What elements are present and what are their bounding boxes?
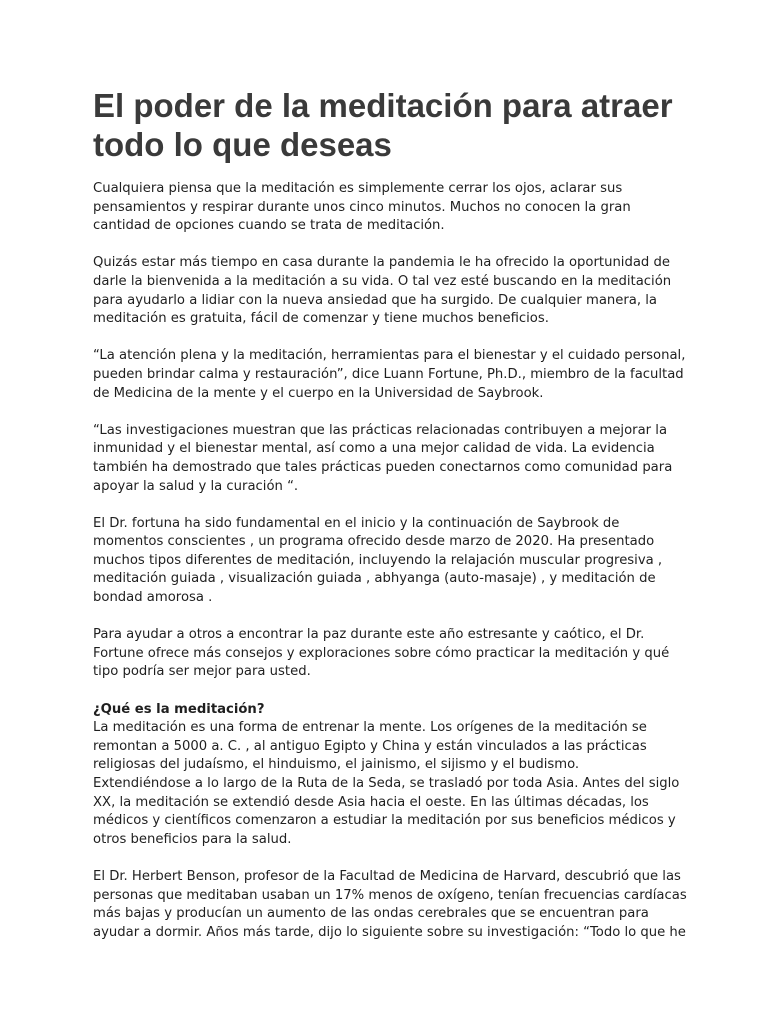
text-line: meditación guiada , visualización guiada , abhyanga (auto-masaje) , y meditación de — [93, 571, 656, 587]
text-line: pensamientos y respirar durante unos cinco minutos. Muchos no conocen la gran — [93, 199, 631, 215]
text-line: ayudar a dormir. Años más tarde, dijo lo siguiente sobre su investigación: “Todo lo que he — [93, 924, 686, 940]
text-line: remontan a 5000 a. C. , al antiguo Egipto y China y están vinculados a las prácticas — [93, 738, 647, 754]
text-line: más bajas y producían un aumento de las ondas cerebrales que se encuentran para — [93, 906, 649, 922]
text-line: inmunidad y el bienestar mental, así como a una mejor calidad de vida. La evidencia — [93, 441, 655, 457]
text-line: El Dr. fortuna ha sido fundamental en el inicio y la continuación de Saybrook de — [93, 515, 620, 531]
title-line: atraer todo lo que deseas — [93, 87, 673, 163]
text-line: médicos y científicos comenzaron a estudiar la meditación por sus beneficios médicos y — [93, 813, 676, 829]
text-line: personas que meditaban usaban un 17% menos de oxígeno, tenían frecuencias cardíacas — [93, 887, 687, 903]
text-line: también ha demostrado que tales prácticas pueden conectarnos como comunidad para — [93, 459, 673, 475]
text-line: meditación es gratuita, fácil de comenzar y tiene muchos beneficios. — [93, 311, 549, 327]
paragraph-benson — [93, 868, 687, 942]
text-line: Cualquiera piensa que la meditación es simplemente cerrar los ojos, aclarar sus — [93, 181, 623, 196]
text-line: Fortune ofrece más consejos y exploraciones sobre cómo practicar la meditación y qué — [93, 645, 670, 661]
paragraph-intro — [93, 180, 683, 236]
paragraph-quote-research — [93, 422, 683, 496]
text-line: XX, la meditación se extendió desde Asia hacia el oeste. En las últimas décadas, los — [93, 794, 649, 810]
text-line: de Medicina de la mente y el cuerpo en la Universidad de Saybrook. — [93, 385, 544, 401]
text-line: La meditación es una forma de entrenar la mente. Los orígenes de la meditación se — [93, 720, 647, 736]
page-title — [93, 86, 713, 164]
text-line: El Dr. Herbert Benson, profesor de la Facultad de Medicina de Harvard, descubrió que las — [93, 868, 681, 884]
section-what-is-meditation — [93, 701, 683, 850]
text-line: “Las investigaciones muestran que las prácticas relacionadas contribuyen a mejorar la — [93, 422, 668, 438]
text-line: apoyar la salud y la curación “. — [93, 478, 299, 494]
text-line: para ayudarlo a lidiar con la nueva ansiedad que ha surgido. De cualquier manera, la — [93, 292, 658, 308]
paragraph-pandemic — [93, 254, 683, 328]
paragraph-advice — [93, 626, 683, 682]
text-line: Para ayudar a otros a encontrar la paz durante este año estresante y caótico, el Dr. — [93, 627, 645, 643]
paragraph-quote-fortune — [93, 347, 686, 403]
text-line: tipo podría ser mejor para usted. — [93, 664, 311, 680]
text-line: cantidad de opciones cuando se trata de meditación. — [93, 218, 445, 234]
text-line: “La atención plena y la meditación, herramientas para el bienestar y el cuidado personal, — [93, 348, 686, 364]
text-line: darle la bienvenida a la meditación a su vida. O tal vez esté buscando en la meditación — [93, 273, 672, 289]
text-line: otros beneficios para la salud. — [93, 831, 292, 847]
article-body — [93, 180, 687, 961]
text-line: Quizás estar más tiempo en casa durante la pandemia le ha ofrecido la oportunidad de — [93, 255, 670, 271]
text-line: muchos tipos diferentes de meditación, incluyendo la relajación muscular progresiva , — [93, 552, 663, 568]
text-line: Extendiéndose a lo largo de la Ruta de la Seda, se trasladó por toda Asia. Antes del siglo — [93, 776, 680, 791]
text-line: bondad amorosa . — [93, 590, 213, 606]
text-line: pueden brindar calma y restauración”, dice Luann Fortune, Ph.D., miembro de la facultad — [93, 366, 684, 382]
section-heading: ¿Qué es la meditación? — [93, 701, 265, 717]
title-line: El poder de la meditación para — [93, 87, 572, 124]
text-line: religiosas del judaísmo, el hinduismo, el jainismo, el sijismo y el budismo. — [93, 757, 580, 773]
text-line: momentos conscientes , un programa ofrecido desde marzo de 2020. Ha presentado — [93, 534, 655, 550]
paragraph-program — [93, 515, 683, 608]
